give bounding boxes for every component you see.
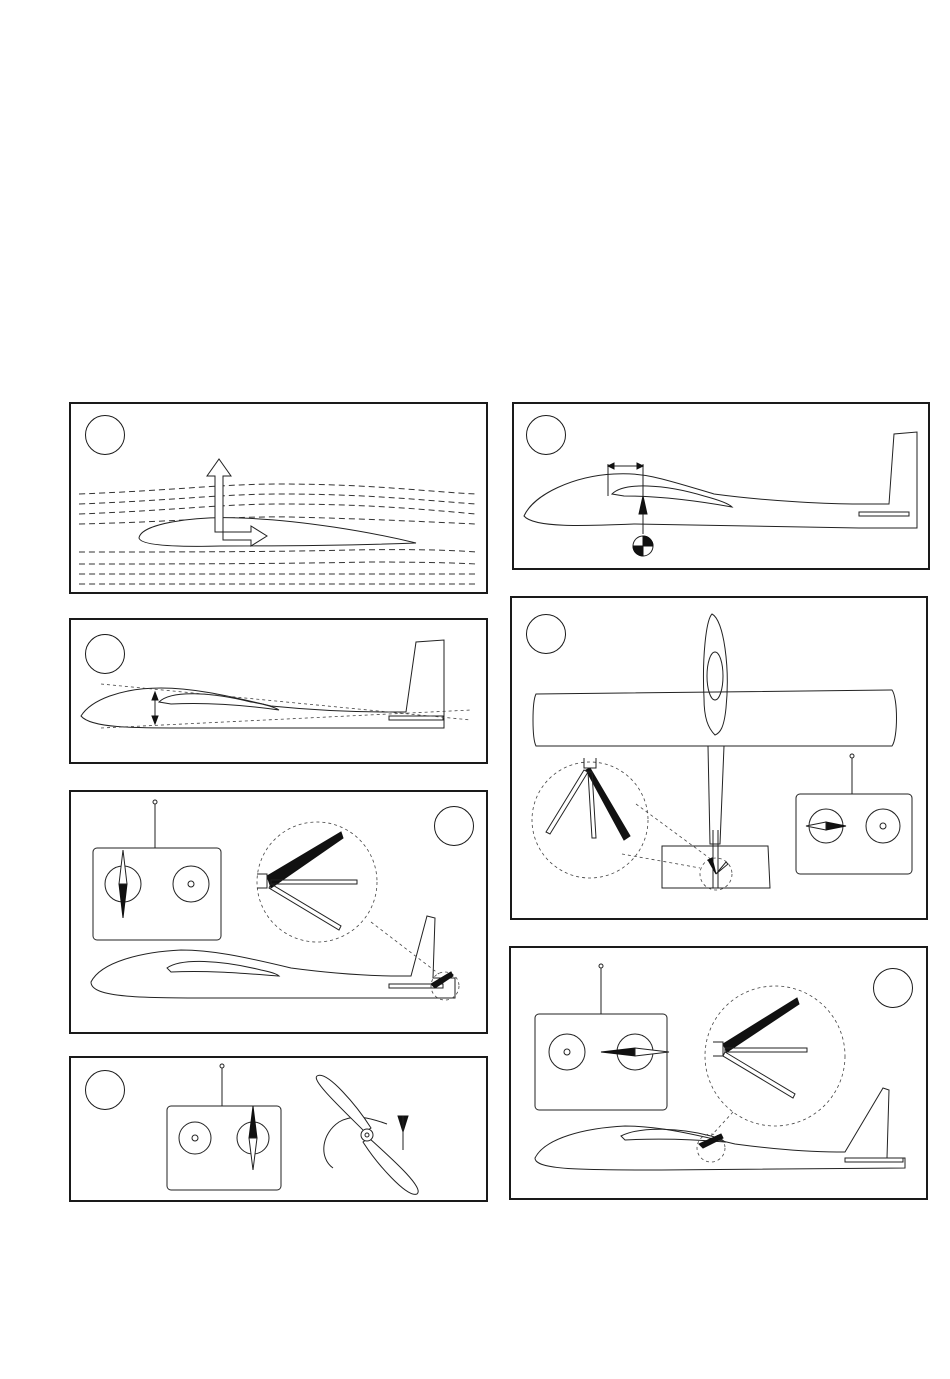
figure-rudder-control: [510, 596, 928, 920]
figure-throttle-control: [69, 1056, 488, 1202]
figure-aileron-control: [509, 946, 928, 1200]
aileron-diagram: [511, 948, 926, 1198]
figure-wing-incidence: [69, 618, 488, 764]
elevator-diagram: [71, 792, 486, 1032]
transmitter-icon: [796, 754, 912, 874]
cg-diagram: [514, 404, 928, 568]
figure-elevator-control: [69, 790, 488, 1034]
transmitter-icon: [93, 800, 221, 940]
incidence-diagram: [71, 620, 486, 762]
transmitter-icon: [535, 964, 669, 1110]
throttle-diagram: [71, 1058, 486, 1200]
rudder-diagram: [512, 598, 926, 918]
arrow-icon: [639, 496, 647, 514]
figure-airflow: [69, 402, 488, 594]
airflow-diagram: [71, 404, 486, 592]
transmitter-icon: [167, 1064, 281, 1190]
figure-center-of-gravity: [512, 402, 930, 570]
cg-marker-icon: [633, 536, 653, 556]
